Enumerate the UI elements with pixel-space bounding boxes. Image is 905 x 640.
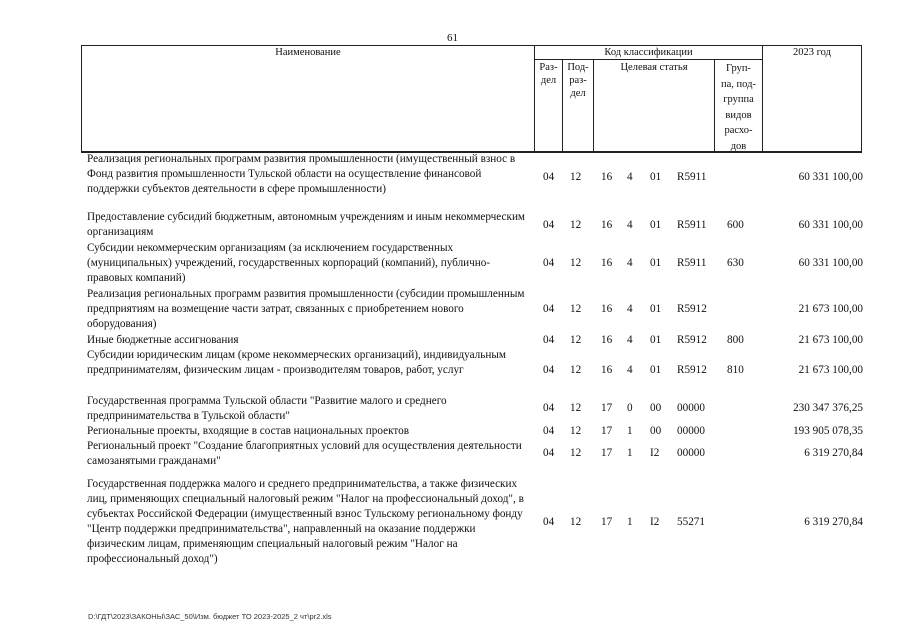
table-row: [0, 152, 905, 210]
target-cell-1: 16: [601, 303, 613, 315]
razdel-cell: 04: [543, 402, 555, 414]
row-name: Региональные проекты, входящие в состав национальных проектов: [87, 425, 409, 437]
target-cell-4: R5911: [677, 171, 707, 183]
target-cell-2: 0: [627, 402, 633, 414]
amount-cell: 60 331 100,00: [798, 257, 863, 269]
target-cell-4: 55271: [677, 516, 705, 528]
table-row: [0, 477, 905, 569]
podrazdel-cell: 12: [570, 516, 582, 528]
vid-cell: 800: [727, 334, 744, 346]
amount-cell: 21 673 100,00: [798, 303, 863, 315]
target-cell-1: 16: [601, 364, 613, 376]
target-cell-3: I2: [650, 516, 660, 528]
target-cell-1: 17: [601, 447, 613, 459]
row-name: Региональный проект "Создание благоприятных условий для осуществления деятельности самозанятыми гражданами": [87, 440, 522, 467]
target-cell-4: 00000: [677, 447, 705, 459]
row-name: Государственная поддержка малого и среднего предпринимательства, а также физических лиц, применяющих специальный налоговый режим "Налог на профессиональный доход", в субъектах Российской Федерации (имущественный взнос Тульскому региональному фонду "Центр поддержки предпринимательства", направленный на оказание поддержки физическим лицам, применяющим специальный налоговый режим "Налог на профессиональный доход"): [87, 478, 524, 565]
target-cell-3: I2: [650, 447, 660, 459]
target-cell-3: 01: [650, 171, 662, 183]
podrazdel-cell: 12: [570, 402, 582, 414]
target-cell-2: 1: [627, 425, 633, 437]
target-cell-3: 00: [650, 425, 662, 437]
razdel-cell: 04: [543, 219, 555, 231]
row-name: Субсидии некоммерческим организациям (за исключением государственных (муниципальных) учреждений, государственных корпораций (компаний), публично-правовых компаний): [87, 242, 491, 284]
page-number: 61: [447, 32, 458, 44]
table-row: [0, 394, 905, 424]
podrazdel-cell: 12: [570, 364, 582, 376]
table-row: [0, 333, 905, 348]
target-cell-1: 16: [601, 334, 613, 346]
target-cell-4: 00000: [677, 425, 705, 437]
file-path-footer: D:\ГДТ\2023\ЗАКОНЫ\ЗАС_50\Изм. бюджет ТО 2023-2025_2 чт\pr2.xls: [88, 612, 332, 621]
header-name: Наименование: [275, 47, 341, 58]
target-cell-4: 00000: [677, 402, 705, 414]
header-year: 2023 год: [793, 47, 831, 58]
row-name: Иные бюджетные ассигнования: [87, 334, 239, 346]
header-target: Целевая статья: [620, 62, 688, 73]
target-cell-4: R5912: [677, 364, 707, 376]
table-row: [0, 287, 905, 333]
table-header: [0, 0, 905, 160]
amount-cell: 60 331 100,00: [798, 171, 863, 183]
podrazdel-cell: 12: [570, 447, 582, 459]
table-body: [0, 152, 905, 569]
podrazdel-cell: 12: [570, 334, 582, 346]
amount-cell: 6 319 270,84: [804, 516, 863, 528]
podrazdel-cell: 12: [570, 257, 582, 269]
row-name: Реализация региональных программ развития промышленности (имущественный взнос в Фонд развития промышленности Тульской области на осуществление финансовой поддержки субъектов деятельности в сфере промышленности): [87, 153, 516, 195]
row-name: Субсидии юридическим лицам (кроме некоммерческих организаций), индивидуальным предпринимателям, физическим лицам - производителям товаров, работ, услуг: [87, 349, 506, 376]
podrazdel-cell: 12: [570, 219, 582, 231]
amount-cell: 6 319 270,84: [804, 447, 863, 459]
target-cell-2: 1: [627, 447, 633, 459]
razdel-cell: 04: [543, 447, 555, 459]
podrazdel-cell: 12: [570, 303, 582, 315]
header-vid: Груп- па, под- группа видов расхо- дов: [721, 63, 756, 152]
header-podrazdel: Под- раз- дел: [567, 62, 589, 99]
target-cell-1: 16: [601, 219, 613, 231]
target-cell-4: R5911: [677, 257, 707, 269]
row-name: Государственная программа Тульской области "Развитие малого и среднего предпринимательства в Тульской области": [87, 395, 447, 422]
table-row: [0, 348, 905, 394]
razdel-cell: 04: [543, 334, 555, 346]
target-cell-4: R5912: [677, 303, 707, 315]
row-name: Предоставление субсидий бюджетным, автономным учреждениям и иным некоммерческим организациям: [87, 211, 526, 238]
razdel-cell: 04: [543, 257, 555, 269]
header-code: Код классификации: [604, 47, 693, 58]
header-razdel: Раз- дел: [539, 62, 558, 86]
target-cell-3: 01: [650, 334, 662, 346]
vid-cell: 600: [727, 219, 744, 231]
target-cell-2: 4: [627, 219, 633, 231]
target-cell-2: 4: [627, 364, 633, 376]
target-cell-4: R5912: [677, 334, 707, 346]
target-cell-1: 17: [601, 402, 613, 414]
row-name: Реализация региональных программ развития промышленности (субсидии промышленным предприятиям на возмещение части затрат, связанных с приобретением нового оборудования): [87, 288, 525, 330]
target-cell-1: 17: [601, 425, 613, 437]
podrazdel-cell: 12: [570, 425, 582, 437]
target-cell-1: 16: [601, 171, 613, 183]
target-cell-1: 16: [601, 257, 613, 269]
vid-cell: 810: [727, 364, 744, 376]
razdel-cell: 04: [543, 516, 555, 528]
table-row: [0, 210, 905, 241]
amount-cell: 230 347 376,25: [793, 402, 863, 414]
target-cell-3: 01: [650, 257, 662, 269]
target-cell-1: 17: [601, 516, 613, 528]
razdel-cell: 04: [543, 303, 555, 315]
table-row: [0, 241, 905, 287]
table-row: [0, 424, 905, 439]
razdel-cell: 04: [543, 171, 555, 183]
podrazdel-cell: 12: [570, 171, 582, 183]
target-cell-3: 01: [650, 219, 662, 231]
target-cell-2: 4: [627, 334, 633, 346]
razdel-cell: 04: [543, 425, 555, 437]
target-cell-4: R5911: [677, 219, 707, 231]
target-cell-3: 01: [650, 303, 662, 315]
amount-cell: 21 673 100,00: [798, 364, 863, 376]
razdel-cell: 04: [543, 364, 555, 376]
table-row: [0, 439, 905, 477]
target-cell-3: 01: [650, 364, 662, 376]
target-cell-2: 4: [627, 257, 633, 269]
amount-cell: 60 331 100,00: [798, 219, 863, 231]
target-cell-3: 00: [650, 402, 662, 414]
amount-cell: 21 673 100,00: [798, 334, 863, 346]
target-cell-2: 4: [627, 303, 633, 315]
target-cell-2: 1: [627, 516, 633, 528]
vid-cell: 630: [727, 257, 744, 269]
amount-cell: 193 905 078,35: [793, 425, 863, 437]
target-cell-2: 4: [627, 171, 633, 183]
